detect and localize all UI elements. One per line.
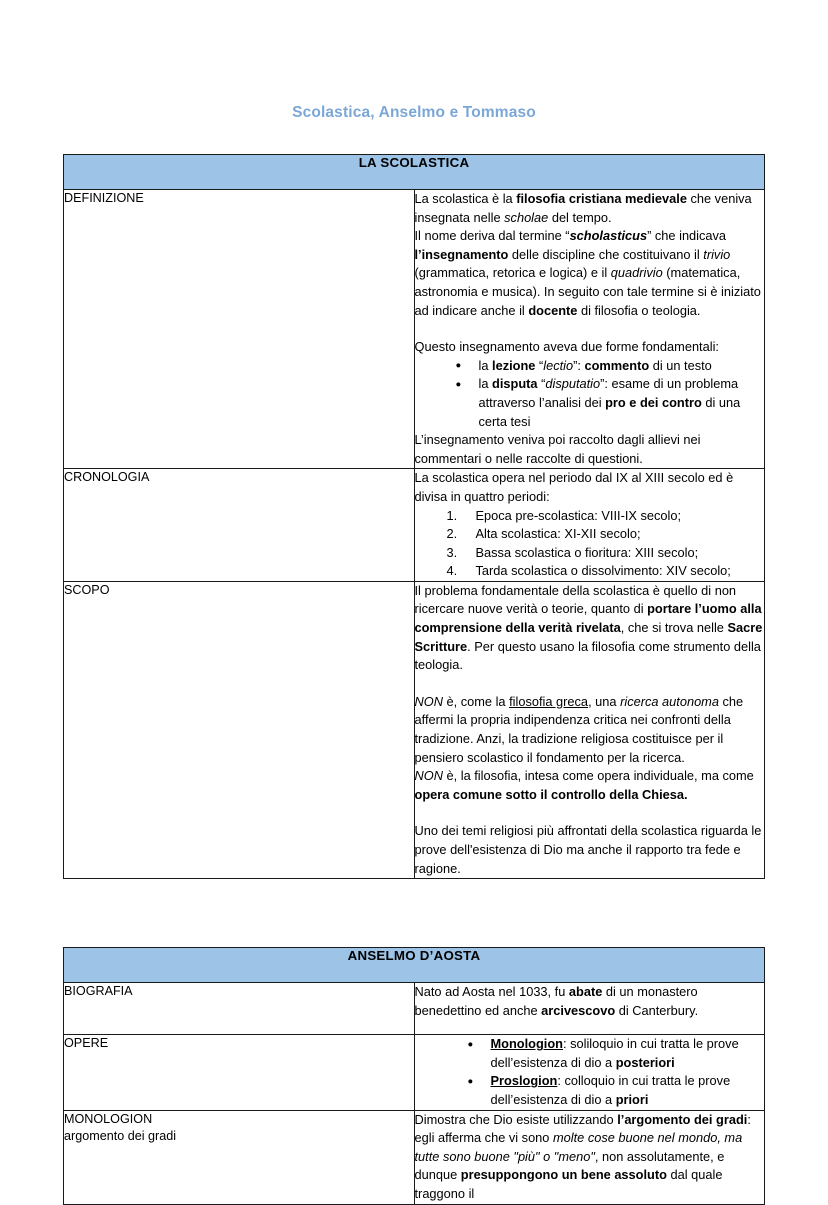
text-run: NON bbox=[414, 768, 443, 784]
row-label-line: DEFINIZIONE bbox=[64, 191, 144, 205]
paragraph: NON è, la filosofia, intesa come opera individuale, ma come opera comune sotto il controllo della Chiesa. bbox=[414, 768, 754, 802]
paragraph: La scolastica è la filosofia cristiana medievale che veniva insegnata nelle scholae del tempo. bbox=[414, 191, 752, 225]
bullet-item: ● Proslogion: colloquio in cui tratta le prove dell’esistenza di dio a priori bbox=[415, 1072, 765, 1109]
text-run: portare l’uomo alla comprensione della verità rivelata bbox=[414, 601, 762, 636]
table-row bbox=[64, 1035, 765, 1110]
table-row bbox=[64, 983, 765, 1035]
row-label-cell bbox=[64, 581, 415, 878]
row-label-cell bbox=[64, 1035, 415, 1110]
paragraph: Dimostra che Dio esiste utilizzando l’argomento dei gradi: egli afferma che vi sono molte cose buone nel mondo, ma tutte sono buone "più" o "meno", non assolutamente, e dunque presuppongono un bene assoluto dal quale traggono il bbox=[414, 1111, 751, 1201]
text-run: quadrivio bbox=[610, 265, 663, 281]
bullet-item: ● la disputa “disputatio”: esame di un problema attraverso l’analisi dei pro e dei contro di una certa tesi bbox=[415, 375, 765, 431]
numbered-item: Tarda scolastica o dissolvimento: XIV secolo; bbox=[475, 563, 731, 579]
text-run: posteriori bbox=[615, 1054, 675, 1070]
paragraph: Il nome deriva dal termine “scholasticus” che indicava l’insegnamento delle discipline che costituivano il trivio (grammatica, retorica e logica) e il quadrivio (matematica, astronomia e musica). In seguito con tale termine si è iniziato ad indicare anche il docente di filosofia o teologia. bbox=[414, 228, 761, 318]
numbered-item: Alta scolastica: XI-XII secolo; bbox=[475, 526, 641, 542]
text-run: lectio bbox=[543, 357, 574, 373]
text-run: filosofia cristiana medievale bbox=[516, 191, 687, 206]
paragraph-spacer bbox=[415, 320, 765, 338]
bullet-item: ● la lezione “lectio”: commento di un testo bbox=[415, 357, 765, 376]
text-run: ricerca autonoma bbox=[620, 693, 719, 709]
text-run: disputa bbox=[492, 376, 538, 392]
row-label-line: argomento dei gradi bbox=[64, 1128, 177, 1143]
table-header-title: LA SCOLASTICA bbox=[64, 155, 765, 190]
bullet-item: ● Monologion: soliloquio in cui tratta le prove dell’esistenza di dio a posteriori bbox=[415, 1035, 765, 1072]
text-run: pro e dei contro bbox=[605, 394, 702, 410]
table-header-row bbox=[64, 948, 765, 983]
text-run: presuppongono un bene assoluto bbox=[460, 1167, 667, 1183]
text-run: disputatio bbox=[545, 376, 601, 392]
row-content-cell bbox=[414, 1035, 765, 1110]
text-run: trivio bbox=[703, 246, 731, 262]
table-row bbox=[64, 581, 765, 878]
text-run: NON bbox=[414, 693, 443, 709]
numbered-item: Bassa scolastica o fioritura: XIII secolo; bbox=[475, 544, 699, 560]
text-run: l’insegnamento bbox=[414, 246, 509, 262]
paragraph: Il problema fondamentale della scolastica è quello di non ricercare nuove verità o teorie, quanto di portare l’uomo alla comprensione della verità rivelata, che si trova nelle Sacre Scritture. Per questo usano la filosofia come strumento della teologia. bbox=[414, 582, 763, 673]
paragraph: NON è, come la filosofia greca, una ricerca autonoma che affermi la propria indipendenza critica nei confronti della tradizione. Anzi, la tradizione religiosa costituisce per il pensiero scolastico il fondamento per la ricerca. bbox=[414, 693, 744, 765]
table-row bbox=[64, 1110, 765, 1204]
text-run: scholae bbox=[504, 209, 549, 225]
row-label-line: CRONOLOGIA bbox=[64, 470, 150, 485]
paragraph-spacer bbox=[415, 675, 765, 693]
numbered-item: Epoca pre-scolastica: VIII-IX secolo; bbox=[475, 507, 682, 523]
row-label-cell bbox=[64, 1110, 415, 1204]
numbered-list bbox=[415, 507, 765, 581]
text-run: abate bbox=[568, 984, 603, 1000]
row-label-line: OPERE bbox=[64, 1036, 109, 1051]
text-run: priori bbox=[615, 1091, 649, 1107]
content-table bbox=[63, 947, 765, 1204]
row-label-line: MONOLOGION bbox=[64, 1111, 153, 1126]
row-content-cell bbox=[414, 581, 765, 878]
text-run: docente bbox=[528, 302, 578, 318]
row-label-cell bbox=[64, 190, 415, 469]
text-run: opera comune sotto il controllo della Chiesa. bbox=[414, 786, 688, 802]
row-content-cell bbox=[414, 469, 765, 582]
text-run: commento bbox=[584, 357, 650, 373]
row-label-cell bbox=[64, 983, 415, 1035]
row-content-cell bbox=[414, 190, 765, 469]
table-header-row bbox=[64, 155, 765, 190]
bullet-list bbox=[415, 1035, 765, 1109]
row-label-line: SCOPO bbox=[64, 582, 110, 597]
row-label-line: BIOGRAFIA bbox=[64, 984, 133, 999]
table-row bbox=[64, 469, 765, 582]
paragraph-spacer bbox=[415, 804, 765, 822]
text-run: lezione bbox=[492, 357, 536, 373]
text-run: l’argomento dei gradi bbox=[617, 1111, 748, 1127]
paragraph: Uno dei temi religiosi più affrontati della scolastica riguarda le prove dell'esistenza di Dio ma anche il rapporto tra fede e ragione. bbox=[414, 823, 762, 876]
text-run: Proslogion bbox=[490, 1073, 558, 1089]
paragraph: L’insegnamento veniva poi raccolto dagli allievi nei commentari o nelle raccolte di questioni. bbox=[414, 432, 701, 466]
bullet-list bbox=[415, 357, 765, 431]
text-run: molte cose buone nel mondo, ma tutte sono buone "più" o "meno" bbox=[414, 1130, 743, 1164]
row-content-cell bbox=[414, 983, 765, 1035]
tables-container bbox=[0, 154, 828, 1205]
text-run: Monologion bbox=[490, 1036, 563, 1052]
paragraph: Nato ad Aosta nel 1033, fu abate di un monastero benedettino ed anche arcivescovo di Canterbury. bbox=[414, 984, 699, 1018]
text-run: Sacre Scritture bbox=[414, 620, 763, 654]
content-table bbox=[63, 154, 765, 879]
text-run: scholasticus bbox=[569, 228, 648, 244]
paragraph: La scolastica opera nel periodo dal IX al XIII secolo ed è divisa in quattro periodi: bbox=[414, 470, 734, 504]
table-header-title: ANSELMO D’AOSTA bbox=[64, 948, 765, 983]
text-run: arcivescovo bbox=[541, 1002, 616, 1018]
page-title: Scolastica, Anselmo e Tommaso bbox=[292, 104, 536, 121]
row-content-cell bbox=[414, 1110, 765, 1204]
paragraph: Questo insegnamento aveva due forme fondamentali: bbox=[414, 339, 719, 355]
row-label-cell bbox=[64, 469, 415, 582]
table-row bbox=[64, 190, 765, 469]
text-run: filosofia greca bbox=[509, 693, 589, 709]
